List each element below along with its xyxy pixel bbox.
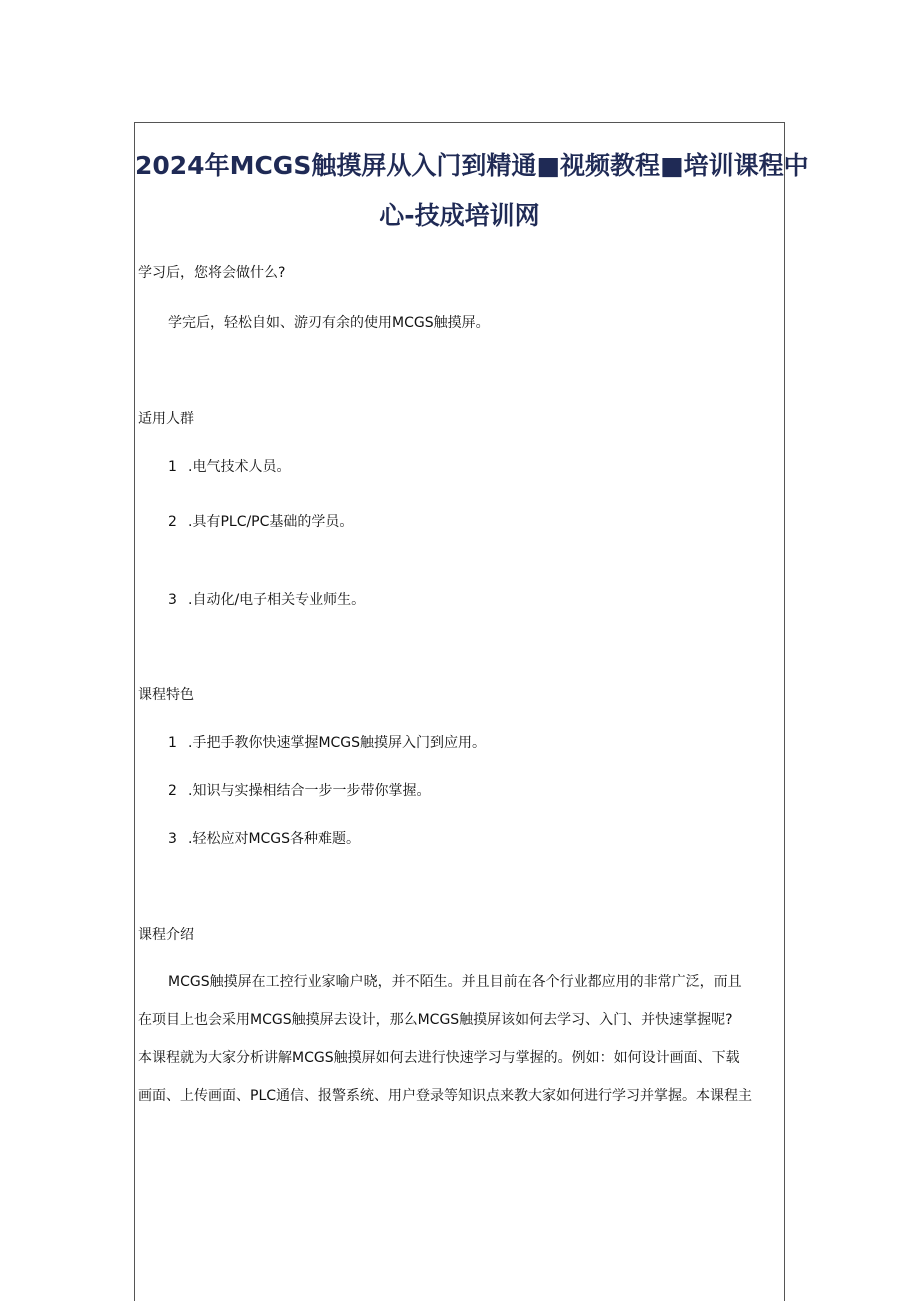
feature-item-number: 1 <box>168 735 177 751</box>
features-heading: 课程特色 <box>138 687 194 703</box>
title-line-1: 2024年MCGS触摸屏从入门到精通■视频教程■培训课程中 <box>135 151 809 180</box>
audience-item-text: .自动化/电子相关专业师生。 <box>188 592 366 608</box>
intro-line: 本课程就为大家分析讲解MCGS触摸屏如何去进行快速学习与掌握的。例如：如何设计画面、下载 <box>138 1050 740 1066</box>
feature-item-text: .知识与实操相结合一步一步带你掌握。 <box>188 783 431 799</box>
feature-item-text: .轻松应对MCGS各种难题。 <box>188 831 361 847</box>
audience-item <box>168 457 290 477</box>
feature-item-number: 3 <box>168 831 177 847</box>
feature-item-text: .手把手教你快速掌握MCGS触摸屏入门到应用。 <box>188 735 487 751</box>
feature-item <box>168 829 360 849</box>
audience-item-text: .电气技术人员。 <box>188 459 291 475</box>
audience-heading: 适用人群 <box>138 411 194 427</box>
learn-text: 学完后，轻松自如、游刃有余的使用MCGS触摸屏。 <box>168 315 490 331</box>
intro-line: MCGS触摸屏在工控行业家喻户晓，并不陌生。并且目前在各个行业都应用的非常广泛，而且 <box>168 974 742 990</box>
audience-item-text: .具有PLC/PC基础的学员。 <box>188 514 354 530</box>
learn-heading: 学习后，您将会做什么? <box>138 265 286 281</box>
intro-paragraph <box>138 963 783 1115</box>
page-frame <box>134 122 809 1301</box>
feature-item-number: 2 <box>168 783 177 799</box>
feature-item <box>168 733 486 753</box>
audience-item <box>168 590 365 610</box>
page-title <box>135 141 809 241</box>
audience-item <box>168 512 353 532</box>
intro-heading: 课程介绍 <box>138 927 194 943</box>
title-line-2: 心-技成培训网 <box>379 201 540 230</box>
audience-item-number: 3 <box>168 592 177 608</box>
intro-line: 在项目上也会采用MCGS触摸屏去设计，那么MCGS触摸屏该如何去学习、入门、并快速掌握呢? <box>138 1012 733 1028</box>
audience-item-number: 2 <box>168 514 177 530</box>
feature-item <box>168 781 430 801</box>
audience-item-number: 1 <box>168 459 177 475</box>
intro-line: 画面、上传画面、PLC通信、报警系统、用户登录等知识点来教大家如何进行学习并掌握。本课程主 <box>138 1088 753 1104</box>
